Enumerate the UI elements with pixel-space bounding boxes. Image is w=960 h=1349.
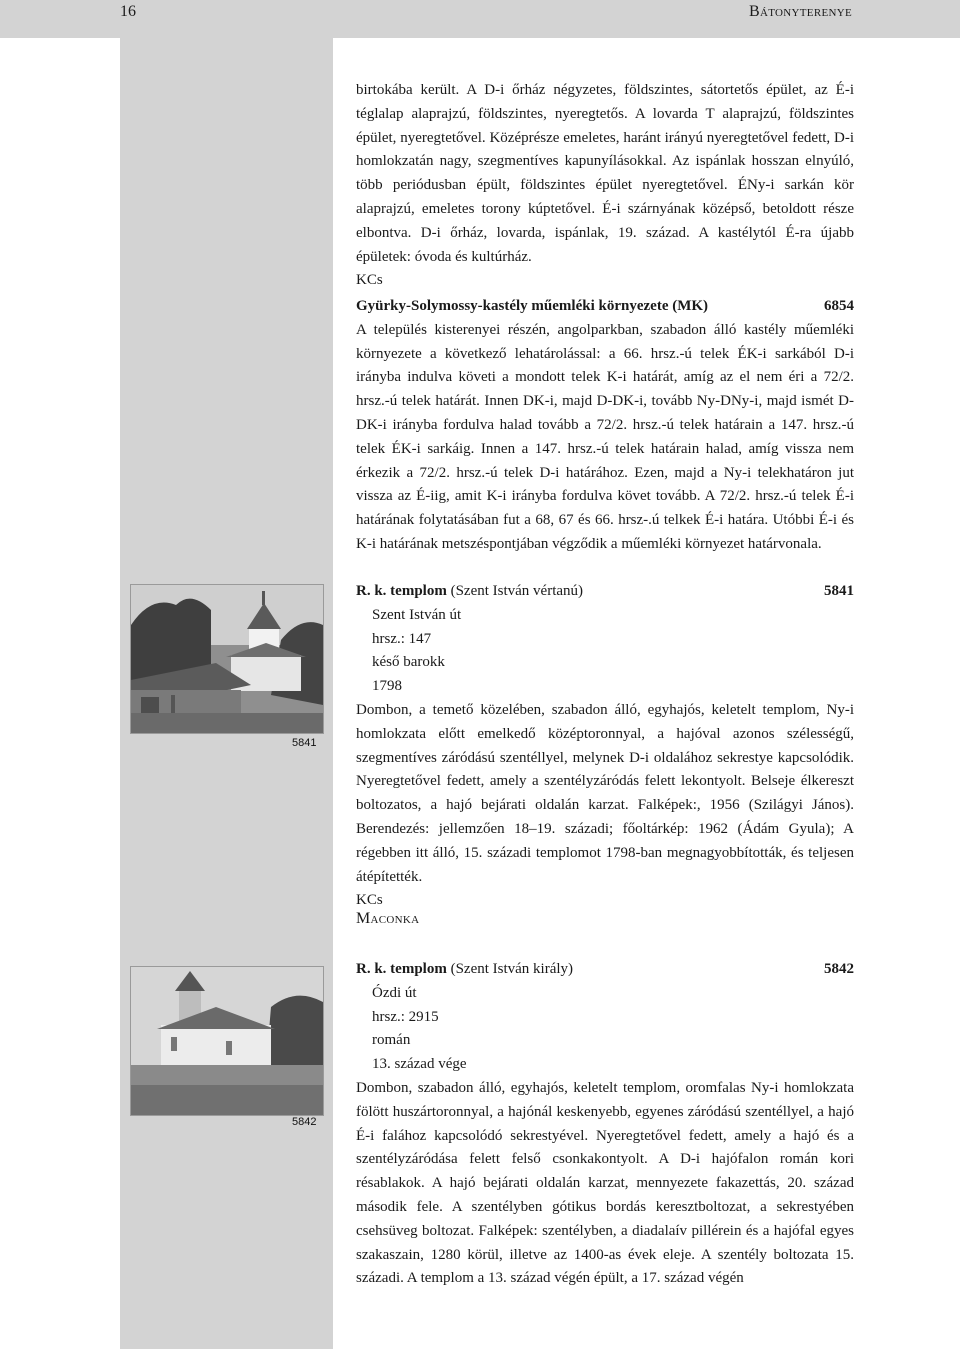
entry-5841-text: Dombon, a temető közelében, szabadon álló, egyhajós, keletelt templom, Ny-i homlokzata előtt emelkedő középtoronnyal, a hajóval azonos szélességű, szegmentíves záródású szentéllyel, melynek D-i oldalához sekrestye kapcsolódik. Nyeregtetővel fedett, amely a szentélyzáródás felett lekontyolt. Belseje élkereszt boltozatos, a hajó bejárati oldalán karzat. Falképek:, 1956 (Szilágyi János). Berendezés: jellemzően 18–19. századi; főoltárkép: 1962 (Ádám Gyula); A régebben itt álló, 15. századi templomot 1798-ban megnagyobbították, és teljesen átépítették. bbox=[356, 701, 854, 885]
entry-5842 bbox=[356, 958, 854, 1291]
church-photo-5842-image bbox=[131, 967, 323, 1115]
entry-5841-subtitle: (Szent István vértanú) bbox=[450, 583, 584, 599]
entry-5842-title: R. k. templom bbox=[356, 961, 447, 977]
entry-5841-style: késő barokk bbox=[372, 654, 445, 671]
entry-6854-text: A település kisterenyei részén, angolparkban, szabadon álló kastély műemléki környezete a következő lehatárolással: a 66. hrsz.-ú telek ÉK-i sarkából D-i irányba indulva követi a mondott telek K-i határát, amíg az el nem éri a 72/2. hrsz.-ú telek határát. Innen DK-i, majd D-DK-i, tovább Ny-DNy-i, majd ismét D-DK-i irányba fordulva halad tovább a 72/2. hrsz.-ú telek határain a 147. hrsz.-ú telek ÉK-i sarkáig. Innen a 147. hrsz.-ú telek határain halad, amíg vissza nem érkezik a 72/2. hrsz.-ú telek D-i határához. Ezen, majd a Ny-i telekhatáron jut vissza az É-iig, amit K-i irányba fordulva követ tovább. A 72/2. hrsz.-ú telek É-i határának folytatásában fut a 68, 67 és 66. hrsz-.ú telkek É-i határa. Utóbbi É-i és K-i határának metszéspontjában végződik a műemléki környezet határvonala. bbox=[356, 321, 854, 552]
entry-5842-date: 13. század vége bbox=[372, 1056, 467, 1073]
entry-5841-title: R. k. templom bbox=[356, 583, 447, 599]
entry-5842-title-group bbox=[356, 958, 573, 982]
page-number: 16 bbox=[120, 3, 136, 20]
photo-label-5842: 5842 bbox=[292, 1116, 317, 1128]
section-heading-maconka: Maconka bbox=[356, 910, 420, 927]
intro-block bbox=[356, 79, 854, 293]
entry-5841-signature: KCs bbox=[356, 892, 383, 909]
intro-paragraph: birtokába került. A D-i őrház négyzetes, földszintes, sátortetős épület, az É-i téglalap alaprajzú, földszintes, nyeregtetős. A lovarda T alaprajzú, földszintes épület, nyeregtetővel. Középrésze emeletes, haránt irányú nyeregtetővel fedett, D-i homlokzatán nagy, szegmentíves kapunyílásokkal. Az ispánlak hosszan elnyúló, több periódusban épült, földszintes épület nyeregtetővel. ÉNy-i sarkán kör alaprajzú, emeletes torony kúptetővel. É-i szárnyának középső, betoldott része elbontva. D-i őrház, lovarda, ispánlak, 19. század. A kastélytól É-ra újabb épületek: óvoda és kultúrház. bbox=[356, 82, 854, 265]
entry-5841-hrsz: hrsz.: 147 bbox=[372, 630, 432, 647]
entry-5842-subtitle: (Szent István király) bbox=[450, 961, 574, 977]
intro-signature: KCs bbox=[356, 272, 383, 289]
entry-5841-address: Szent István út bbox=[372, 606, 462, 623]
photo-church-5841 bbox=[130, 584, 324, 734]
entry-6854-heading bbox=[356, 295, 854, 319]
entry-5842-heading bbox=[356, 958, 854, 982]
entry-5841-date: 1798 bbox=[372, 678, 402, 695]
entry-6854 bbox=[356, 295, 854, 557]
entry-6854-title: Gyürky-Solymossy-kastély műemléki környezete (MK) bbox=[356, 298, 709, 314]
running-title: Bátonyterenye bbox=[749, 3, 852, 20]
entry-5842-text: Dombon, szabadon álló, egyhajós, keletelt templom, oromfalas Ny-i homlokzata fölött huszártoronnyal, a hajónál keskenyebb, egyenes záródású szentéllyel, a hajó É-i falához kapcsolódó sekrestyével. Nyeregtetővel fedett, amely a hajó és a szentélyzáródása felett felső csonkakontyolt. A D-i hajófalon román kori résablakok. A hajó bejárati oldalán karzat, mennyezete fakazettás, 20. század második fele. A szentélyben gótikus bordás keresztboltozat, a sekrestyében csehsüveg boltozat. Falképek: szentélyben, a diadalaív pillérein és a hajófal egyes szakaszain, 1280 körül, illetve az 1400-as évek eleje. A szentély boltozata 15. századi. A templom a 13. század végén épült, a 17. század végén bbox=[356, 1079, 854, 1287]
page-header bbox=[0, 0, 960, 38]
entry-5842-number: 5842 bbox=[824, 961, 854, 977]
entry-5842-address: Ózdi út bbox=[372, 984, 417, 1001]
entry-5842-hrsz: hrsz.: 2915 bbox=[372, 1008, 439, 1025]
entry-5841 bbox=[356, 580, 854, 913]
entry-5841-title-group bbox=[356, 580, 583, 604]
photo-label-5841: 5841 bbox=[292, 737, 317, 749]
entry-6854-number: 6854 bbox=[824, 298, 854, 314]
entry-5842-style: román bbox=[372, 1032, 411, 1049]
entry-5841-heading bbox=[356, 580, 854, 604]
church-photo-5841-image bbox=[131, 585, 323, 733]
photo-church-5842 bbox=[130, 966, 324, 1116]
entry-5841-number: 5841 bbox=[824, 583, 854, 599]
